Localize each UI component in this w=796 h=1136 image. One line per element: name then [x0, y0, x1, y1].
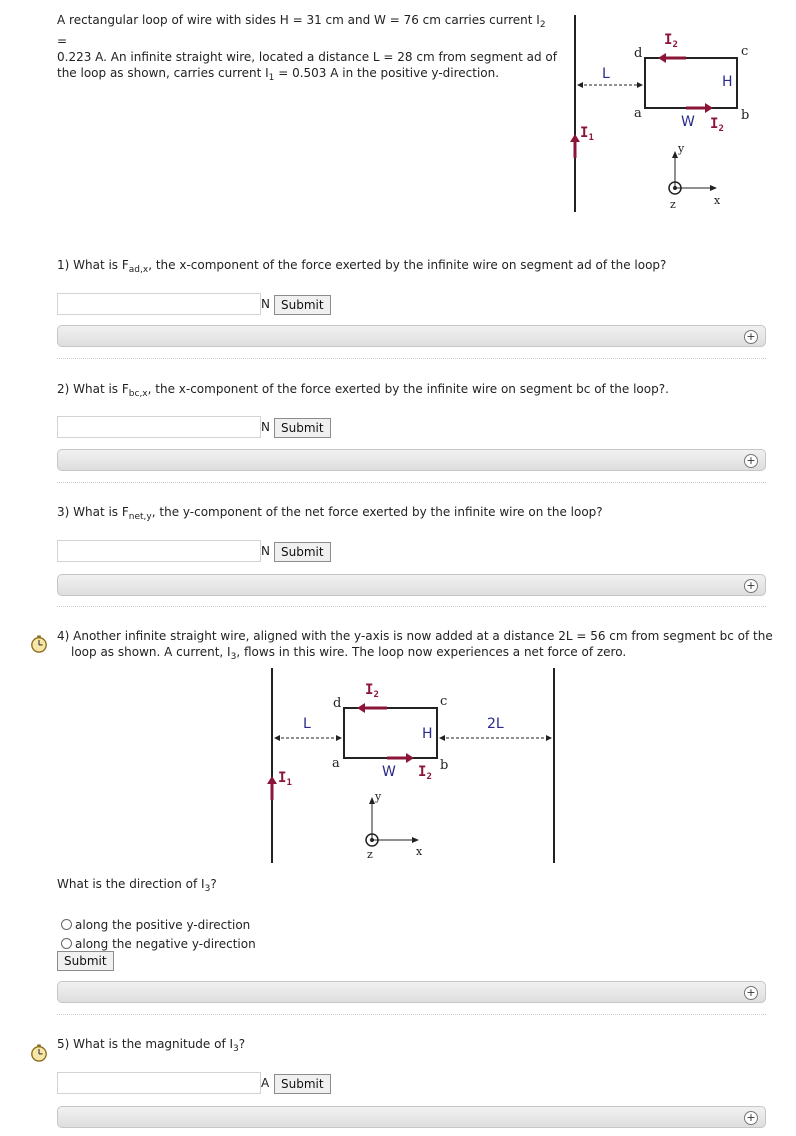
intro-line-1: A rectangular loop of wire with sides H = 31 cm and W = 76 cm carries current $I_2$ =: [57, 13, 546, 48]
label-W: W: [382, 764, 396, 780]
label-H: H: [422, 726, 433, 742]
label-L: L: [602, 66, 610, 82]
axis-x-head: [412, 837, 419, 843]
label-2L: 2L: [487, 716, 504, 732]
expand-plus-icon[interactable]: +: [744, 454, 758, 468]
I1-arrow-head: [267, 776, 277, 784]
distance-L-arrow-right: [637, 82, 643, 88]
label-I2: $I_2$: [664, 32, 678, 50]
submit-button-4[interactable]: Submit: [57, 951, 114, 971]
label-L: L: [303, 716, 311, 732]
unit-label-2: N: [261, 420, 270, 434]
option-positive-y-label: along the positive y-direction: [75, 918, 251, 932]
label-I2: $I_2$: [365, 682, 379, 700]
label-c: c: [741, 44, 749, 59]
hint-bar-3[interactable]: [57, 574, 766, 596]
axis-x-head: [710, 185, 717, 191]
axis-label-y: y: [678, 142, 685, 155]
answer-input-5[interactable]: [57, 1072, 261, 1094]
label-a: a: [332, 756, 340, 771]
label-I2-bottom: $I_2$: [710, 116, 724, 134]
expand-plus-icon[interactable]: +: [744, 986, 758, 1000]
label-d: d: [333, 696, 342, 711]
option-negative-y[interactable]: [61, 936, 256, 952]
label-I1: $I_1$: [580, 125, 594, 143]
I2-arrow-bottom-head: [705, 103, 713, 113]
question-4-line-1: 4) Another infinite straight wire, aligned with the y-axis is now added at a distance 2L = 56 cm from segment bc of the: [57, 629, 773, 643]
radio-negative-y[interactable]: [61, 938, 72, 949]
answer-input-3[interactable]: [57, 540, 261, 562]
axis-label-x: x: [714, 194, 721, 207]
diagram-two-wires-svg: [255, 660, 575, 870]
I2-arrow-top-head: [658, 53, 666, 63]
label-I1: $I_1$: [278, 770, 292, 788]
I2-arrow-bottom-head: [406, 753, 414, 763]
label-I2-bottom: $I_2$: [418, 764, 432, 782]
expand-plus-icon[interactable]: +: [744, 330, 758, 344]
direction-question: What is the direction of $I_3$?: [57, 877, 217, 894]
distance-L-arrow-left: [577, 82, 583, 88]
option-negative-y-label: along the negative y-direction: [75, 937, 256, 951]
expand-plus-icon[interactable]: +: [744, 579, 758, 593]
divider-1: [57, 358, 766, 359]
stopwatch-icon: [30, 1044, 48, 1062]
hint-bar-2[interactable]: [57, 449, 766, 471]
question-4-line-2: loop as shown. A current, $I_3$, flows in this wire. The loop now experiences a net force of zero.: [71, 645, 627, 662]
distance-2L-arrow-left: [439, 735, 445, 741]
label-b: b: [741, 108, 750, 123]
question-3-text: 3) What is $F_{net,y}$, the y-component of the net force exerted by the infinite wire on the loop?: [57, 505, 603, 522]
stopwatch-icon: [30, 635, 48, 653]
intro-line-2: 0.223 A. An infinite straight wire, located a distance L = 28 cm from segment ad of: [57, 50, 557, 64]
question-2-text: 2) What is $F_{bc,x}$, the x-component of the force exerted by the infinite wire on segment bc of the loop?.: [57, 382, 669, 399]
expand-plus-icon[interactable]: +: [744, 1111, 758, 1125]
divider-2: [57, 482, 766, 483]
unit-label-5: A: [261, 1076, 270, 1090]
divider-4: [57, 1014, 766, 1015]
question-5-text: 5) What is the magnitude of $I_3$?: [57, 1037, 246, 1054]
I2-arrow-top-head: [357, 703, 365, 713]
label-d: d: [634, 46, 643, 61]
hint-bar-5[interactable]: [57, 1106, 766, 1128]
submit-button-5[interactable]: Submit: [274, 1074, 331, 1094]
axis-z-dot: [370, 838, 374, 842]
divider-3: [57, 606, 766, 607]
submit-button-3[interactable]: Submit: [274, 542, 331, 562]
answer-input-2[interactable]: [57, 416, 261, 438]
question-1-text: 1) What is $F_{ad,x}$, the x-component of the force exerted by the infinite wire on segment ad of the loop?: [57, 258, 667, 275]
unit-label-1: N: [261, 297, 270, 311]
label-c: c: [440, 694, 448, 709]
axis-label-z: z: [367, 848, 373, 861]
distance-L-arrow-left: [274, 735, 280, 741]
problem-intro: [57, 12, 557, 86]
submit-button-2[interactable]: Submit: [274, 418, 331, 438]
submit-button-1[interactable]: Submit: [274, 295, 331, 315]
answer-input-1[interactable]: [57, 293, 261, 315]
label-W: W: [681, 114, 695, 130]
label-b: b: [440, 758, 449, 773]
axis-label-x: x: [416, 845, 423, 858]
radio-positive-y[interactable]: [61, 919, 72, 930]
distance-L-arrow-right: [336, 735, 342, 741]
label-a: a: [634, 106, 642, 121]
I1-arrow-head: [570, 134, 580, 142]
label-H: H: [722, 74, 733, 90]
diagram-loop-wire: [560, 10, 770, 220]
axis-label-y: y: [375, 790, 382, 803]
axis-label-z: z: [670, 198, 676, 211]
distance-2L-arrow-right: [546, 735, 552, 741]
axis-z-dot: [673, 186, 677, 190]
intro-line-3: the loop as shown, carries current $I_1 = 0.503$ A in the positive y-direction.: [57, 66, 500, 83]
unit-label-3: N: [261, 544, 270, 558]
hint-bar-1[interactable]: [57, 325, 766, 347]
option-positive-y[interactable]: [61, 917, 250, 933]
diagram-two-wires: [255, 660, 575, 870]
hint-bar-4[interactable]: [57, 981, 766, 1003]
